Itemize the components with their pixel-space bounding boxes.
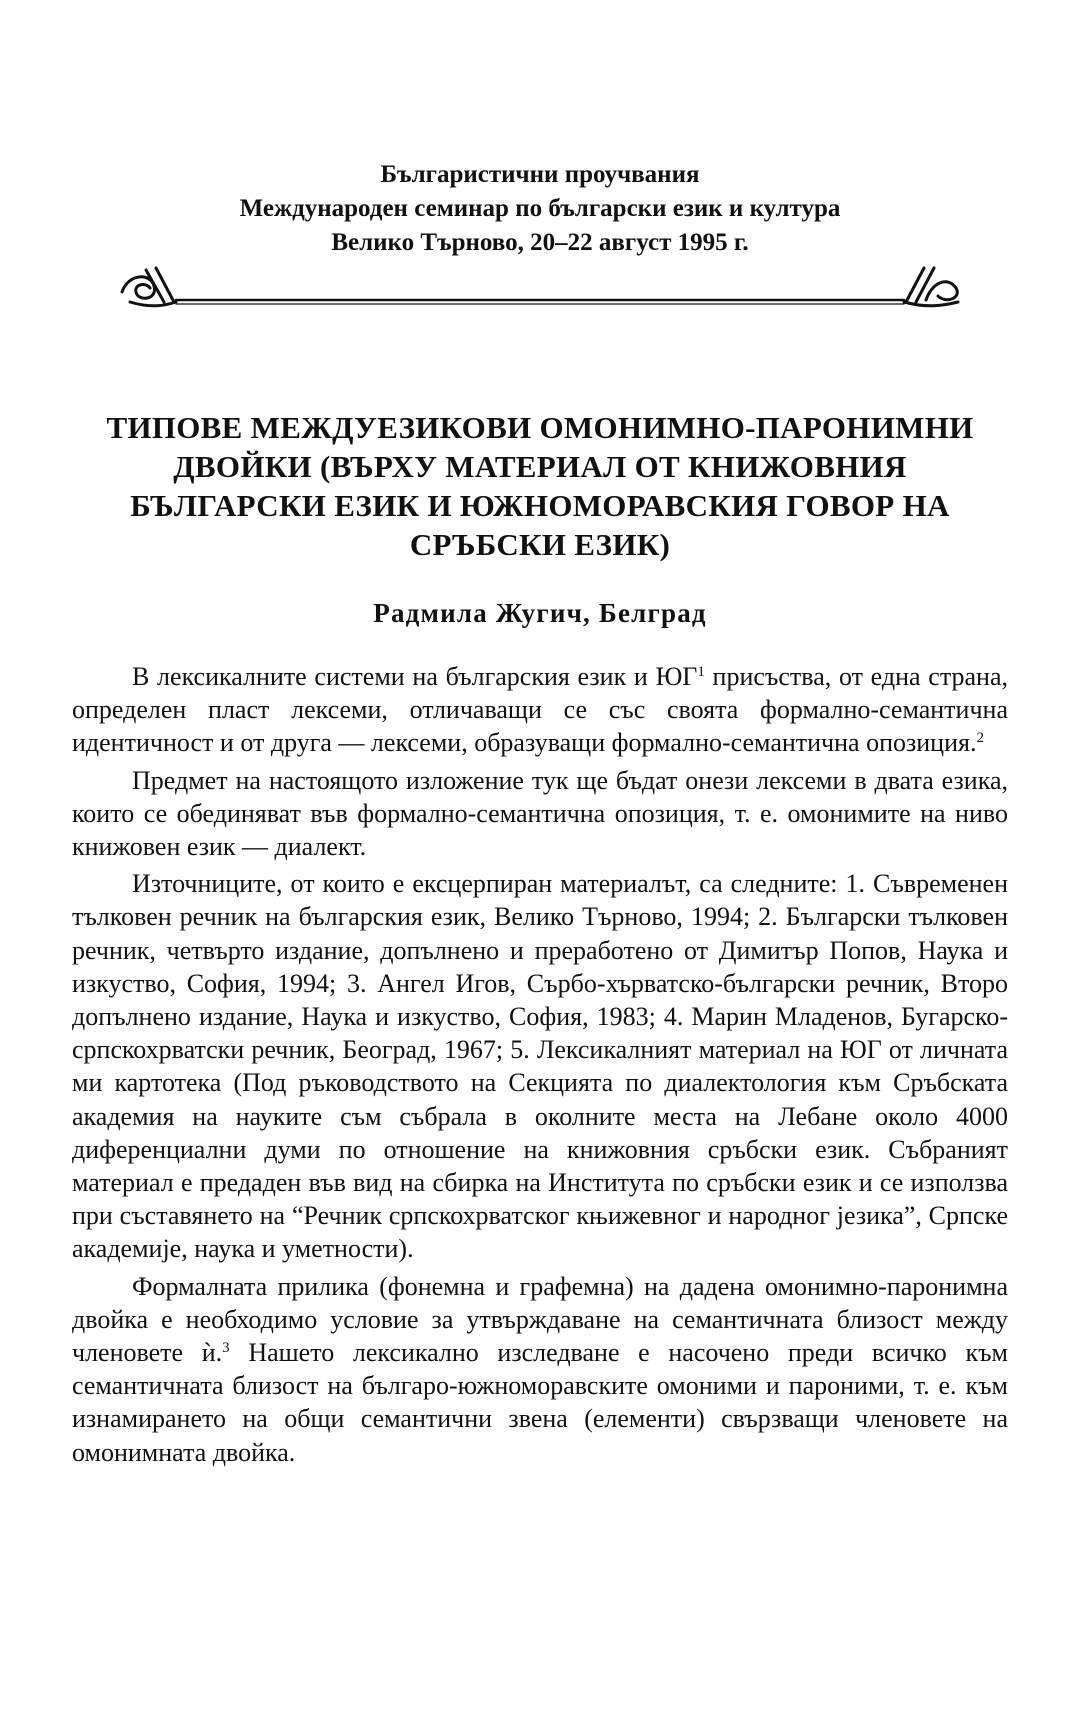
footnote-ref: 2 xyxy=(976,730,984,747)
paragraph-text: В лексикалните системи на българския език и ЮГ xyxy=(132,662,698,691)
paragraph xyxy=(72,867,1008,1265)
title-line: СРЪБСКИ ЕЗИК) xyxy=(409,527,671,562)
title-line: ДВОЙКИ (ВЪРХУ МАТЕРИАЛ ОТ КНИЖОВНИЯ xyxy=(173,449,907,484)
title-line: ТИПОВЕ МЕЖДУЕЗИКОВИ ОМОНИМНО-ПАРОНИМНИ xyxy=(106,410,974,445)
footnote-ref: 1 xyxy=(697,664,705,680)
paragraph xyxy=(72,660,1008,760)
series-title: Българистични проучвания xyxy=(380,161,700,188)
seminar-name: Международен семинар по български език и култура xyxy=(239,195,841,222)
running-header xyxy=(0,158,1080,260)
paragraph xyxy=(72,764,1008,864)
title-line: БЪЛГАРСКИ ЕЗИК И ЮЖНОМОРАВСКИЯ ГОВОР НА xyxy=(130,488,950,523)
footnote-ref: 3 xyxy=(222,1340,230,1357)
paragraph-text: присъства, от една страна, определен пласт лексеми, отличаващи се със своята формално-семантична идентичност и от друга — лексеми, образуващи формално-семантична опозиция. xyxy=(72,662,1008,758)
article-author: Радмила Жугич, Белград xyxy=(373,598,707,628)
paragraph-text: Нашето лексикално изследване е насочено преди всичко към семантичната близост на българо-южноморавските омоними и пароними, т. е. към изнамирането на общи семантични звена (елементи) свързващи членовете на омонимната двойка. xyxy=(72,1338,1008,1467)
article-title xyxy=(70,408,1010,564)
article-body xyxy=(72,660,1008,1473)
paragraph xyxy=(72,1270,1008,1469)
header-ornament-rule xyxy=(120,262,960,312)
place-date: Велико Търново, 20–22 август 1995 г. xyxy=(331,229,749,256)
paragraph-text: Предмет на настоящото изложение тук ще бъдат онези лексеми в двата езика, които се обединяват във формално-семантична опозиция, т. е. омонимите на ниво книжовен език — диалект. xyxy=(72,765,1008,862)
paragraph-text: Формалната прилика (фонемна и графемна) на дадена омонимно-паронимна двойка е необходимо условие за утвърждаване на семантичната близост между членовете ѝ. xyxy=(72,1271,1008,1368)
paragraph-text: Източниците, от които е ексцерпиран материалът, са следните: 1. Съвременен тълковен речник на българския език, Велико Търново, 1994; 2. Български тълковен речник, четвърто издание, допълнено и преработено от Димитър Попов, Наука и изкуство, София, 1994; 3. Ангел Игов, Сърбо-хърватско-български речник, Второ допълнено издание, Наука и изкуство, София, 1983; 4. Марин Младенов, Бугарско-српскохрватски речник, Београд, 1967; 5. Лексикалният материал на ЮГ от личната ми картотека (Под ръководството на Секцията по диалектология към Сръбската академия на науките съм събрала в околните места на Лебане около 4000 диференциални думи по отношение на книжовния сръбски език. Събраният материал е предаден във вид на сбирка на Института по сръбски език и се използва при съставянето на “Речник српскохрватског књижевног и народног језика”, Српске академије, наука и уметности). xyxy=(72,869,1008,1264)
